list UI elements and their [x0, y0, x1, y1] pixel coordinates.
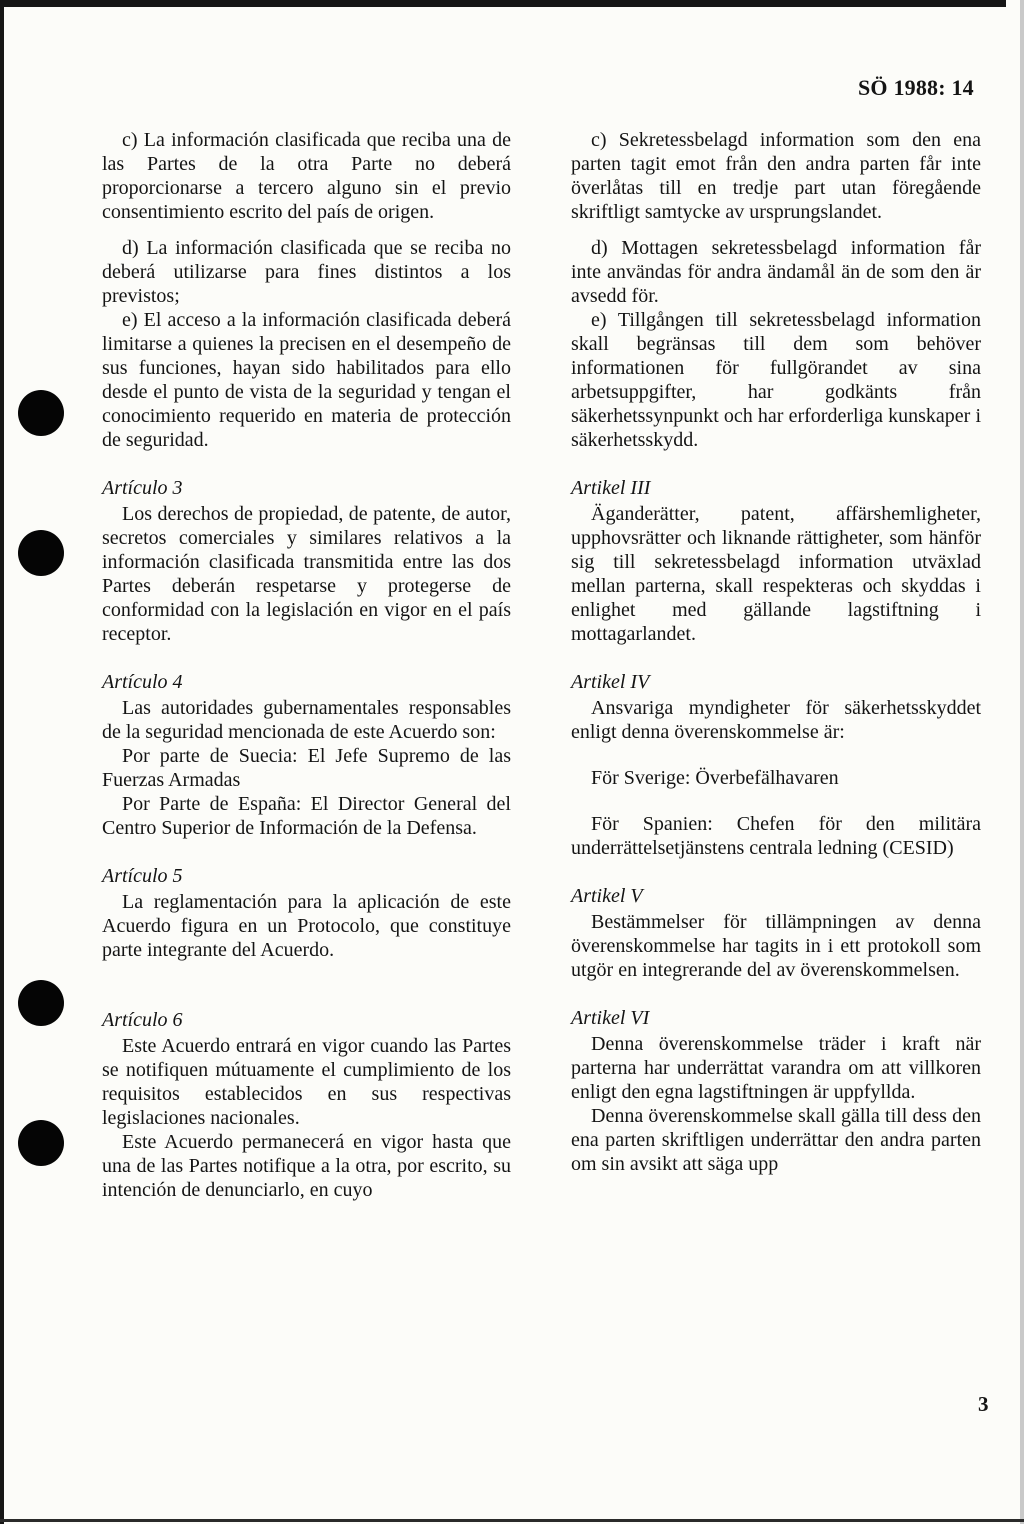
article-6-text-2: Denna överenskommelse skall gälla till dess den ena parten skriftligen underrättar den andra parten om sin avsikt att säga upp — [571, 1105, 981, 1175]
page-border-left — [0, 0, 4, 1524]
article-4-spain: Por Parte de España: El Director General del Centro Superior de Información de la Defensa. — [102, 793, 511, 839]
article-3-title: Artículo 3 — [102, 477, 183, 499]
article-5-title: Artículo 5 — [102, 865, 183, 887]
page-border-right — [1020, 0, 1024, 1524]
page-number: 3 — [978, 1392, 989, 1416]
paragraph-d: d) La información clasificada que se reciba no deberá utilizarse para fines distintos a los previstos; — [102, 237, 511, 307]
binder-hole — [18, 530, 64, 576]
swedish-column — [571, 128, 981, 1176]
spanish-column — [102, 128, 511, 1202]
article-4-sweden: Por parte de Suecia: El Jefe Supremo de las Fuerzas Armadas — [102, 745, 511, 791]
article-5-text: La reglamentación para la aplicación de este Acuerdo figura en un Protocolo, que constituye parte integrante del Acuerdo. — [102, 891, 511, 961]
article-6-title: Artikel VI — [571, 1007, 650, 1029]
article-3-title: Artikel III — [571, 477, 651, 499]
article-3-text: Los derechos de propiedad, de patente, de autor, secretos comerciales y similares relativos a la información clasificada transmitida entre las dos Partes deberán respetarse y protegerse de conformidad con la legislación en vigor en el país receptor. — [102, 503, 511, 645]
article-6-text-1: Denna överenskommelse träder i kraft när parterna har underrättat varandra om att villkoren enligt den egna lagstiftningen är uppfyllda. — [571, 1033, 981, 1103]
paragraph-d: d) Mottagen sekretessbelagd information får inte användas för andra ändamål än de som den är avsedd för. — [571, 237, 981, 307]
article-4-text: Las autoridades gubernamentales responsables de la seguridad mencionada de este Acuerdo son: — [102, 697, 511, 743]
article-3-text: Äganderätter, patent, affärshemligheter, upphovsrätter och liknande rättigheter, som hänför sig till sekretessbelagd information utväxlad mellan parterna, skall respekteras och skyddas i enlighet med gällande lagstiftning i mottagarlandet. — [571, 503, 981, 645]
paragraph-e: e) El acceso a la información clasificada deberá limitarse a quienes la precisen en el desempeño de sus funciones, hayan sido habilitados para ello desde el punto de vista de la seguridad y tengan el conocimiento requerido en materia de protección de seguridad. — [102, 309, 511, 451]
article-4-spain: För Spanien: Chefen för den militära underrättelsetjänstens centrala ledning (CESID) — [571, 813, 981, 859]
binder-hole — [18, 390, 64, 436]
article-4-sweden: För Sverige: Överbefälhavaren — [591, 767, 839, 789]
page-border-bottom — [0, 1519, 1024, 1522]
document-reference: SÖ 1988: 14 — [858, 75, 974, 100]
article-5-title: Artikel V — [571, 885, 643, 907]
article-4-title: Artículo 4 — [102, 671, 183, 693]
article-5-text: Bestämmelser för tillämpningen av denna överenskommelse har tagits in i ett protokoll som utgör en integrerande del av överenskommelsen. — [571, 911, 981, 981]
article-6-text-2: Este Acuerdo permanecerá en vigor hasta que una de las Partes notifique a la otra, por escrito, su intención de denunciarlo, en cuyo — [102, 1131, 511, 1201]
paragraph-e: e) Tillgången till sekretessbelagd information skall begränsas till dem som behöver informationen för fullgörandet av sina arbetsuppgifter, har godkänts från säkerhetssynpunkt och har erforderliga kunskaper i säkerhetsskydd. — [571, 309, 981, 451]
article-4-title: Artikel IV — [571, 671, 650, 693]
article-6-text-1: Este Acuerdo entrará en vigor cuando las Partes se notifiquen mútuamente el cumplimiento de los requisitos establecidos en sus respectivas legislaciones nacionales. — [102, 1035, 511, 1129]
binder-hole — [18, 980, 64, 1026]
binder-hole — [18, 1120, 64, 1166]
page-border-top — [0, 0, 1006, 7]
paragraph-c: c) Sekretessbelagd information som den ena parten tagit emot från den andra parten får inte överlåtas till en tredje part utan föregående skriftligt samtycke av ursprungslandet. — [571, 129, 981, 223]
article-6-title: Artículo 6 — [102, 1009, 183, 1031]
article-4-text: Ansvariga myndigheter för säkerhetsskyddet enligt denna överenskommelse är: — [571, 697, 981, 743]
paragraph-c: c) La información clasificada que reciba una de las Partes de la otra Parte no deberá proporcionarse a tercero alguno sin el previo consentimiento escrito del país de origen. — [102, 129, 511, 223]
